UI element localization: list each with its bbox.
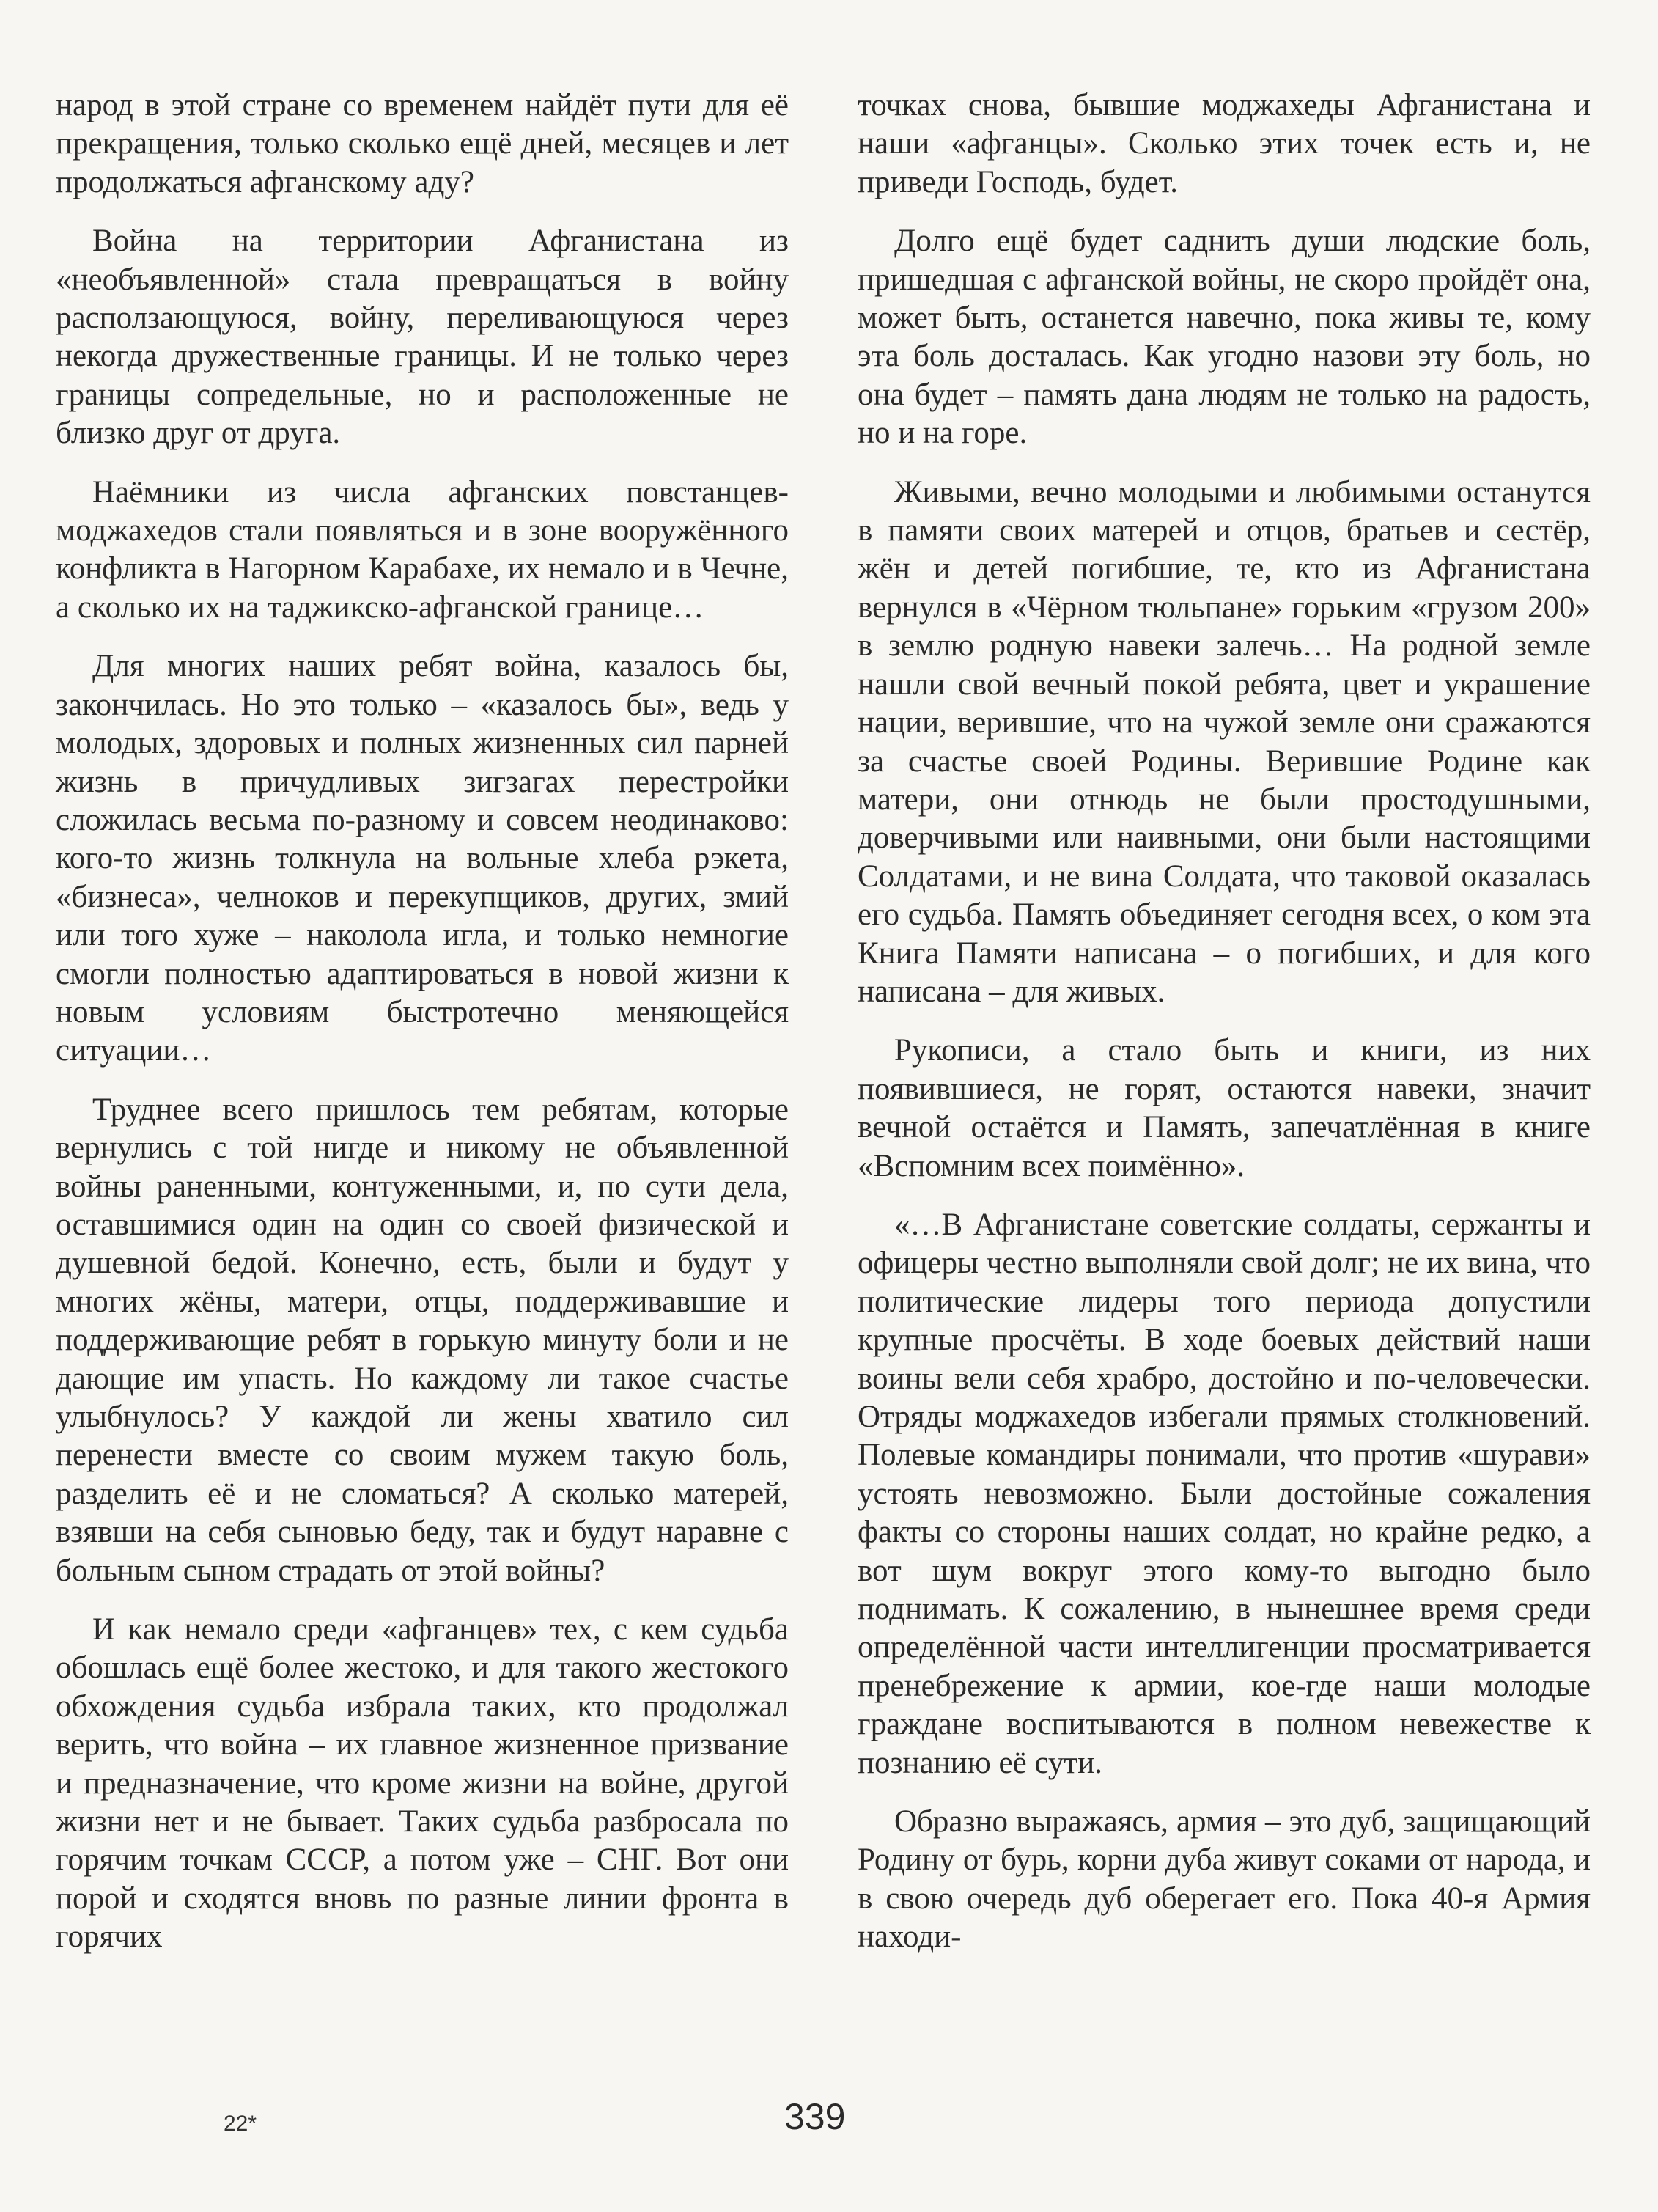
- right-column: [858, 87, 1591, 1957]
- printer-signature-mark: 22*: [224, 2112, 257, 2136]
- page-number: 339: [784, 2096, 846, 2137]
- paragraph: точках снова, бывшие моджахеды Афганистана и наши «афганцы». Сколько этих точек есть и, не приведи Господь, будет.: [858, 88, 1591, 199]
- paragraph: Образно выражаясь, армия – это дуб, защищающий Родину от бурь, корни дуба живут соками от народа, и в свою очередь дуб оберегает его. Пока 40-я Армия находи-: [858, 1804, 1591, 1955]
- paragraph: народ в этой стране со временем найдёт пути для её прекращения, только сколько ещё дней, месяцев и лет продолжаться афганскому аду?: [56, 88, 789, 199]
- paragraph: «…В Афганистане советские солдаты, сержанты и офицеры честно выполняли свой долг; не их вина, что политические лидеры того периода допустили крупные просчёты. В ходе боевых действий наши воины вели себя храбро, достойно и по-человечески. Отряды моджахедов избегали прямых столкновений. Полевые командиры понимали, что против «шурави» устоять невозможно. Были достойные сожаления факты со стороны наших солдат, но крайне редко, а вот шум вокруг этого кому-то выгодно было поднимать. К сожалению, в нынешнее время среди определённой части интеллигенции просматривается пренебрежение к армии, кое-где наши молодые граждане воспитываются в полном невежестве к познанию её сути.: [858, 1207, 1591, 1780]
- paragraph: Рукописи, а стало быть и книги, из них появившиеся, не горят, остаются навеки, значит вечной остаётся и Память, запечатлённая в книге «Вспомним всех поимённо».: [858, 1033, 1591, 1183]
- paragraph: Живыми, вечно молодыми и любимыми останутся в памяти своих матерей и отцов, братьев и сестёр, жён и детей погибшие, те, кто из Афганистана вернулся в «Чёрном тюльпане» горьким «грузом 200» в землю родную навеки залечь… На родной земле нашли свой вечный покой ребята, цвет и украшение нации, верившие, что на чужой земле они сражаются за счастье своей Родины. Верившие Родине как матери, они отнюдь не были простодушными, доверчивыми или наивными, они были настоящими Солдатами, и не вина Солдата, что таковой оказалась его судьба. Память объединяет сегодня всех, о ком эта Книга Памяти написана – о погибших, и для кого написана – для живых.: [858, 474, 1591, 1009]
- paragraph: И как немало среди «афганцев» тех, с кем судьба обошлась ещё более жестоко, и для такого жестокого обхождения судьба избрала таких, кто продолжал верить, что война – их главное жизненное призвание и предназначение, что кроме жизни на войне, другой жизни нет и не бывает. Таких судьба разбросала по горячим точкам СССР, а потом уже – СНГ. Вот они порой и сходятся вновь по разные линии фронта в горячих: [56, 1612, 789, 1955]
- paragraph: Труднее всего пришлось тем ребятам, которые вернулись с той нигде и никому не объявленной войны раненными, контуженными, и, по сути дела, оставшимися один на один со своей физической и душевной бедой. Конечно, есть, были и будут у многих жёны, матери, отцы, поддерживавшие и поддерживающие ребят в горькую минуту боли и не дающие им упасть. Но каждому ли такое счастье улыбнулось? У каждой ли жены хватило сил перенести вместе со своим мужем такую боль, разделить её и не сломаться? А сколько матерей, взявши на себя сыновью беду, так и будут наравне с больным сыном страдать от этой войны?: [56, 1092, 789, 1588]
- paragraph: Война на территории Афганистана из «необъявленной» стала превращаться в войну расползающуюся, войну, переливающуюся через некогда дружественные границы. И не только через границы сопредельные, но и расположенные не близко друг от друга.: [56, 224, 789, 451]
- paragraph: Для многих наших ребят война, казалось бы, закончилась. Но это только – «казалось бы», ведь у молодых, здоровых и полных жизненных сил парней жизнь в причудливых зигзагах перестройки сложилась весьма по-разному и совсем неодинаково: кого-то жизнь толкнула на вольные хлеба рэкета, «бизнеса», челноков и перекупщиков, других, змий или того хуже – наколола игла, и только немногие смогли полностью адаптироваться в новой жизни к новым условиям быстротечно меняющейся ситуации…: [56, 649, 789, 1068]
- left-column: [56, 87, 789, 1957]
- paragraph: Долго ещё будет саднить души людские боль, пришедшая с афганской войны, не скоро пройдёт она, может быть, останется навечно, пока живы те, кому эта боль досталась. Как угодно назови эту боль, но она будет – память дана людям не только на радость, но и на горе.: [858, 224, 1591, 451]
- paragraph: Наёмники из числа афганских повстанцев-моджахедов стали появляться и в зоне вооружённого конфликта в Нагорном Карабахе, их немало и в Чечне, а сколько их на таджикско-афганской границе…: [56, 474, 789, 625]
